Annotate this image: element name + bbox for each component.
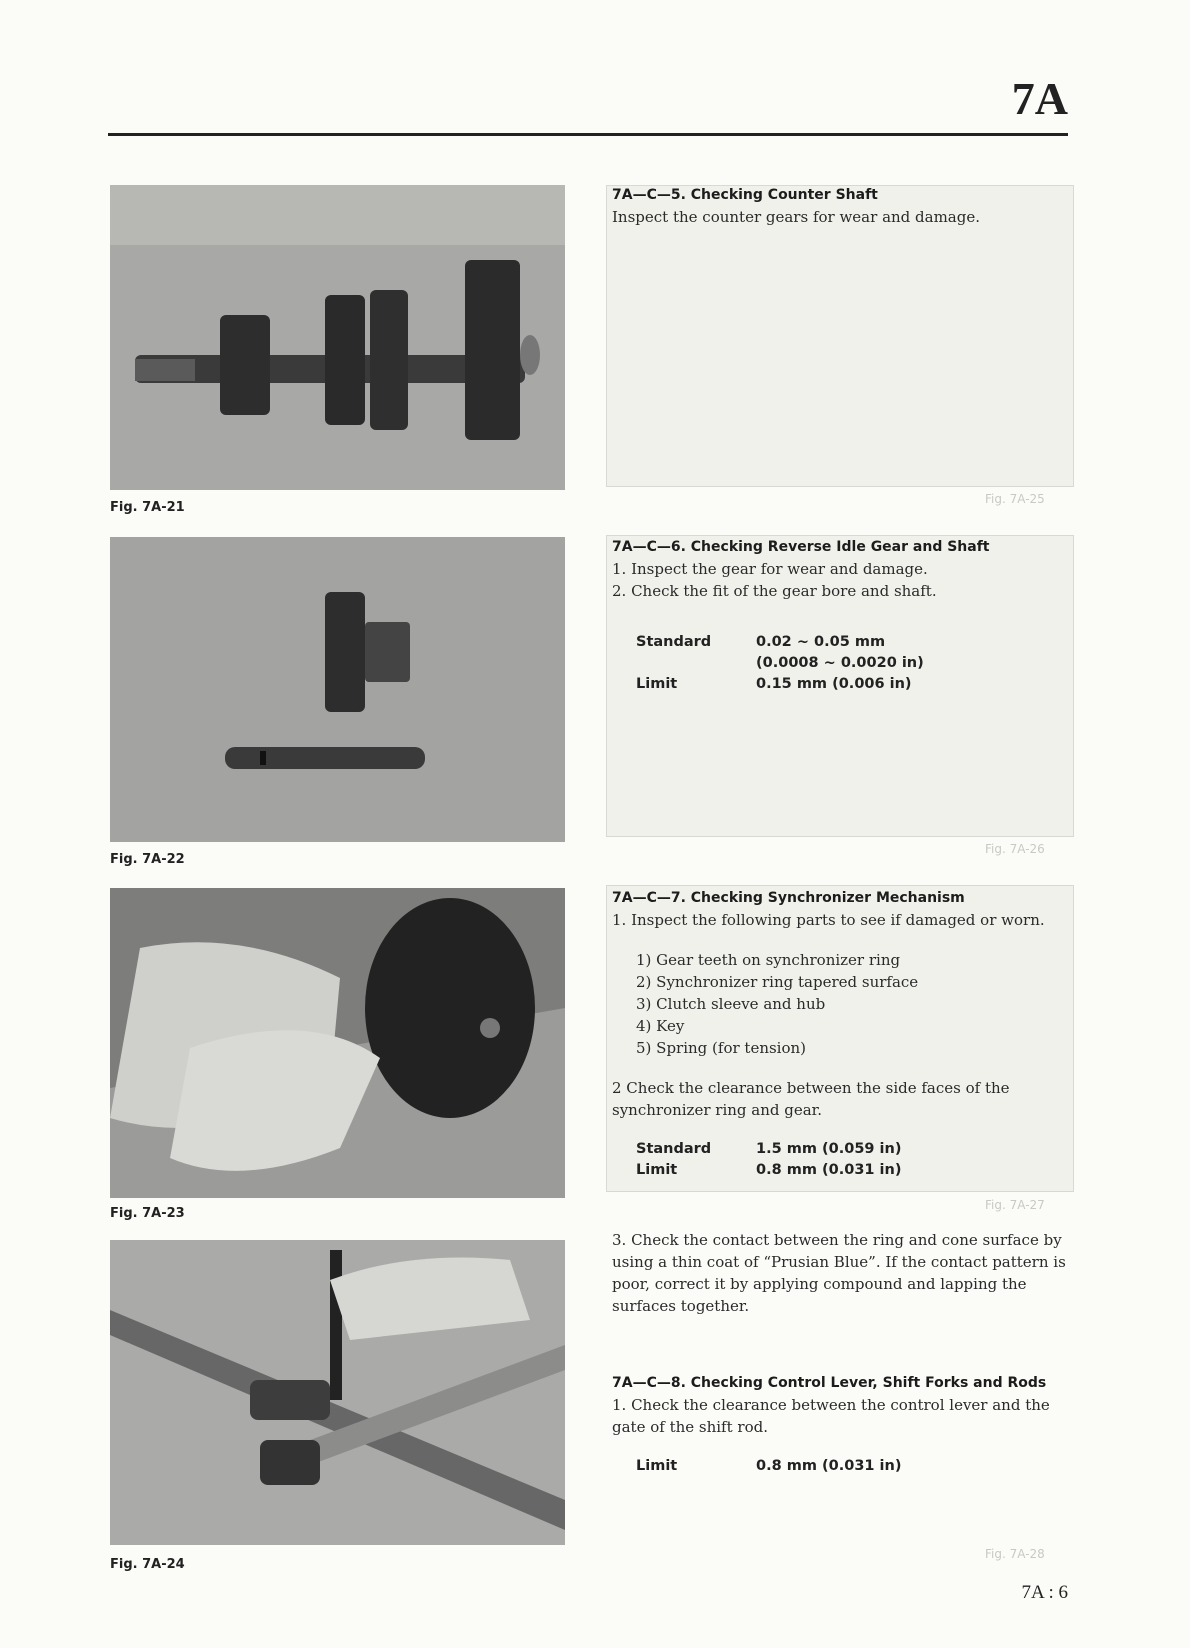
spec-value: 0.8 mm (0.031 in) xyxy=(756,1458,902,1474)
bleed-through-caption-25: Fig. 7A-25 xyxy=(985,492,1045,506)
spec-value: 0.8 mm (0.031 in) xyxy=(756,1162,902,1178)
spec-value: 0.02 ~ 0.05 mm xyxy=(756,634,886,650)
spec-label: Limit xyxy=(636,1458,678,1474)
spec-table xyxy=(612,1456,1072,1477)
step-text: 1. Check the clearance between the control lever and the gate of the shift rod. xyxy=(612,1396,1050,1436)
bleed-through-caption-28: Fig. 7A-28 xyxy=(985,1547,1045,1561)
spec-label: Standard xyxy=(636,1141,712,1157)
figure-caption: Fig. 7A-22 xyxy=(110,852,185,867)
bleed-through-figure-25 xyxy=(606,185,1074,487)
bleed-through-caption-26: Fig. 7A-26 xyxy=(985,842,1045,856)
figure-reverse-idle-gear-photo xyxy=(110,537,565,842)
section-title: 7A—C—7. Checking Synchronizer Mechanism xyxy=(612,890,965,906)
section-synchronizer xyxy=(612,888,1072,1317)
list-item: 3) Clutch sleeve and hub xyxy=(636,995,826,1013)
spec-table xyxy=(612,632,1072,695)
parts-list xyxy=(612,949,1072,1059)
spec-label: Limit xyxy=(636,1162,678,1178)
step-text: 1. Inspect the following parts to see if damaged or worn. xyxy=(612,911,1045,929)
chapter-heading: 7A xyxy=(1011,73,1068,124)
step-text: 1. Inspect the gear for wear and damage. xyxy=(612,560,928,578)
header-rule xyxy=(108,133,1068,136)
spec-value: (0.0008 ~ 0.0020 in) xyxy=(756,655,924,671)
list-item: 2) Synchronizer ring tapered surface xyxy=(636,973,919,991)
figure-caption: Fig. 7A-24 xyxy=(110,1557,185,1572)
section-control-lever xyxy=(612,1373,1072,1477)
figure-synchronizer-photo xyxy=(110,888,565,1198)
section-text: Inspect the counter gears for wear and damage. xyxy=(612,208,980,226)
page-number: 7A : 6 xyxy=(1021,1582,1068,1603)
section-counter-shaft xyxy=(612,185,1072,228)
figure-caption: Fig. 7A-23 xyxy=(110,1206,185,1221)
step-text: 3. Check the contact between the ring and cone surface by using a thin coat of “Prusian Blue”. If the contact pattern is poor, correct it by applying compound and lapping the surfaces together. xyxy=(612,1231,1066,1315)
step-text: 2. Check the fit of the gear bore and shaft. xyxy=(612,582,937,600)
list-item: 5) Spring (for tension) xyxy=(636,1039,807,1057)
bleed-through-caption-27: Fig. 7A-27 xyxy=(985,1198,1045,1212)
spec-label: Standard xyxy=(636,634,712,650)
spec-value: 1.5 mm (0.059 in) xyxy=(756,1141,902,1157)
section-title: 7A—C—5. Checking Counter Shaft xyxy=(612,187,878,203)
section-reverse-idle-gear xyxy=(612,537,1072,695)
figure-counter-shaft-photo xyxy=(110,185,565,490)
list-item: 4) Key xyxy=(636,1017,685,1035)
step-text: 2 Check the clearance between the side faces of the synchronizer ring and gear. xyxy=(612,1079,1010,1119)
section-title: 7A—C—8. Checking Control Lever, Shift Forks and Rods xyxy=(612,1375,1047,1391)
spec-value: 0.15 mm (0.006 in) xyxy=(756,676,912,692)
figure-shift-rod-photo xyxy=(110,1240,565,1545)
figure-caption: Fig. 7A-21 xyxy=(110,500,185,515)
section-title: 7A—C—6. Checking Reverse Idle Gear and Shaft xyxy=(612,539,990,555)
list-item: 1) Gear teeth on synchronizer ring xyxy=(636,951,901,969)
spec-label: Limit xyxy=(636,676,678,692)
spec-table xyxy=(612,1139,1072,1181)
